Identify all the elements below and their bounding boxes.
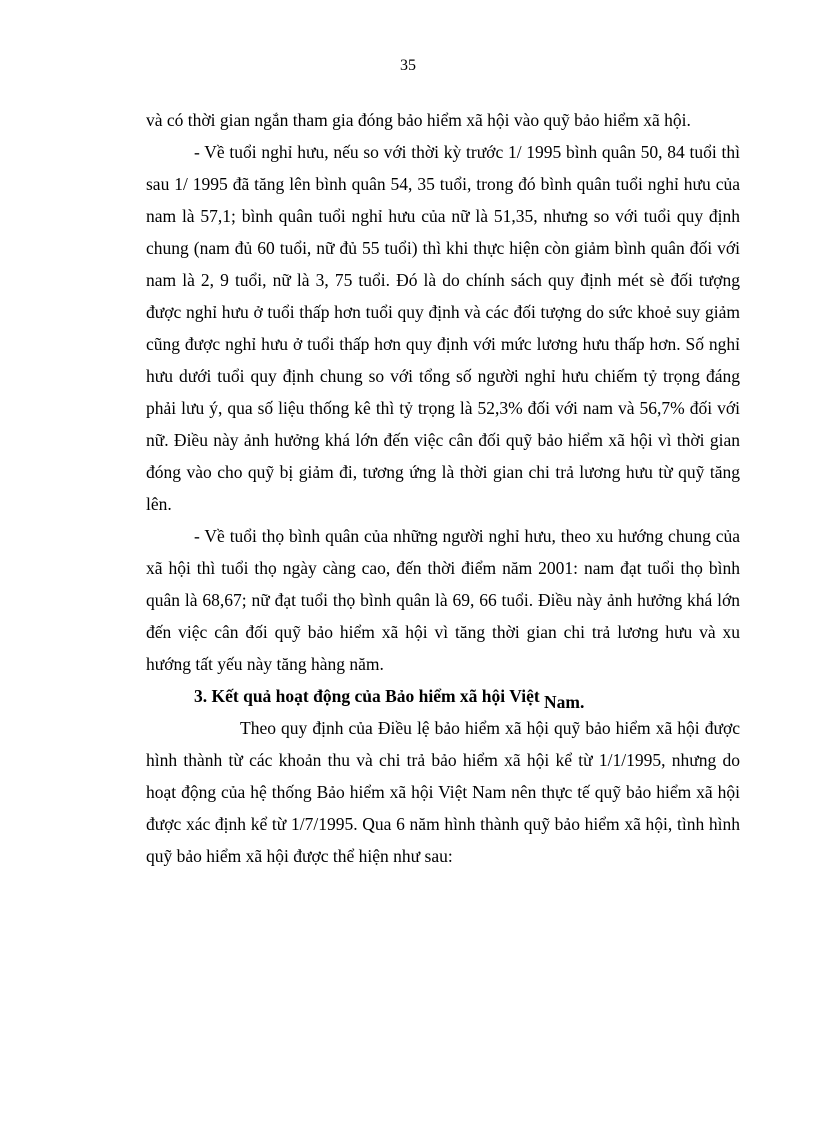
section-heading-tail: Nam. xyxy=(544,692,585,712)
section-heading xyxy=(146,680,740,712)
section-heading-main: 3. Kết quả hoạt động của Bảo hiểm xã hội Việt xyxy=(194,686,545,706)
paragraph-fund-results: Theo quy định của Điều lệ bảo hiểm xã hội quỹ bảo hiểm xã hội được hình thành từ các khoản thu và chi trả bảo hiểm xã hội kể từ 1/1/1995, nhưng do hoạt động của hệ thống Bảo hiểm xã hội Việt Nam nên thực tế quỹ bảo hiểm xã hội được xác định kể từ 1/7/1995. Qua 6 năm hình thành quỹ bảo hiểm xã hội, tình hình quỹ bảo hiểm xã hội được thể hiện như sau: xyxy=(146,718,740,866)
paragraph-retirement-age: - Về tuổi nghỉ hưu, nếu so với thời kỳ trước 1/ 1995 bình quân 50, 84 tuổi thì sau 1/ 1995 đã tăng lên bình quân 54, 35 tuổi, trong đó bình quân tuổi nghỉ hưu của nam là 57,1; bình quân tuổi nghỉ hưu của nữ là 51,35, nhưng so với tuổi quy định chung (nam đủ 60 tuổi, nữ đủ 55 tuổi) thì khi thực hiện còn giảm bình quân đối với nam là 2, 9 tuổi, nữ là 3, 75 tuổi. Đó là do chính sách quy định mét sè đối tượng được nghỉ hưu ở tuổi thấp hơn tuổi quy định và các đối tượng do sức khoẻ suy giảm cũng được nghỉ hưu ở tuổi thấp hơn quy định với mức lương hưu thấp hơn. Số nghỉ hưu dưới tuổi quy định chung so với tổng số người nghỉ hưu chiếm tỷ trọng đáng phải lưu ý, qua số liệu thống kê thì tỷ trọng là 52,3% đối với nam và 56,7% đối với nữ. Điều này ảnh hưởng khá lớn đến việc cân đối quỹ bảo hiểm xã hội vì thời gian đóng vào cho quỹ bị giảm đi, tương ứng là thời gian chi trả lương hưu từ quỹ tăng lên. xyxy=(146,142,740,514)
paragraph-life-expectancy: - Về tuổi thọ bình quân của những người nghỉ hưu, theo xu hướng chung của xã hội thì tuổi thọ ngày càng cao, đến thời điểm năm 2001: nam đạt tuổi thọ bình quân là 68,67; nữ đạt tuổi thọ bình quân là 69, 66 tuổi. Điều này ảnh hưởng khá lớn đến việc cân đối quỹ bảo hiểm xã hội vì tăng thời gian chi trả lương hưu và xu hướng tất yếu này tăng hàng năm. xyxy=(146,526,740,674)
document-body xyxy=(146,104,740,872)
paragraph-continuation: và có thời gian ngắn tham gia đóng bảo hiểm xã hội vào quỹ bảo hiểm xã hội. xyxy=(146,110,691,130)
page-number: 35 xyxy=(400,57,416,74)
